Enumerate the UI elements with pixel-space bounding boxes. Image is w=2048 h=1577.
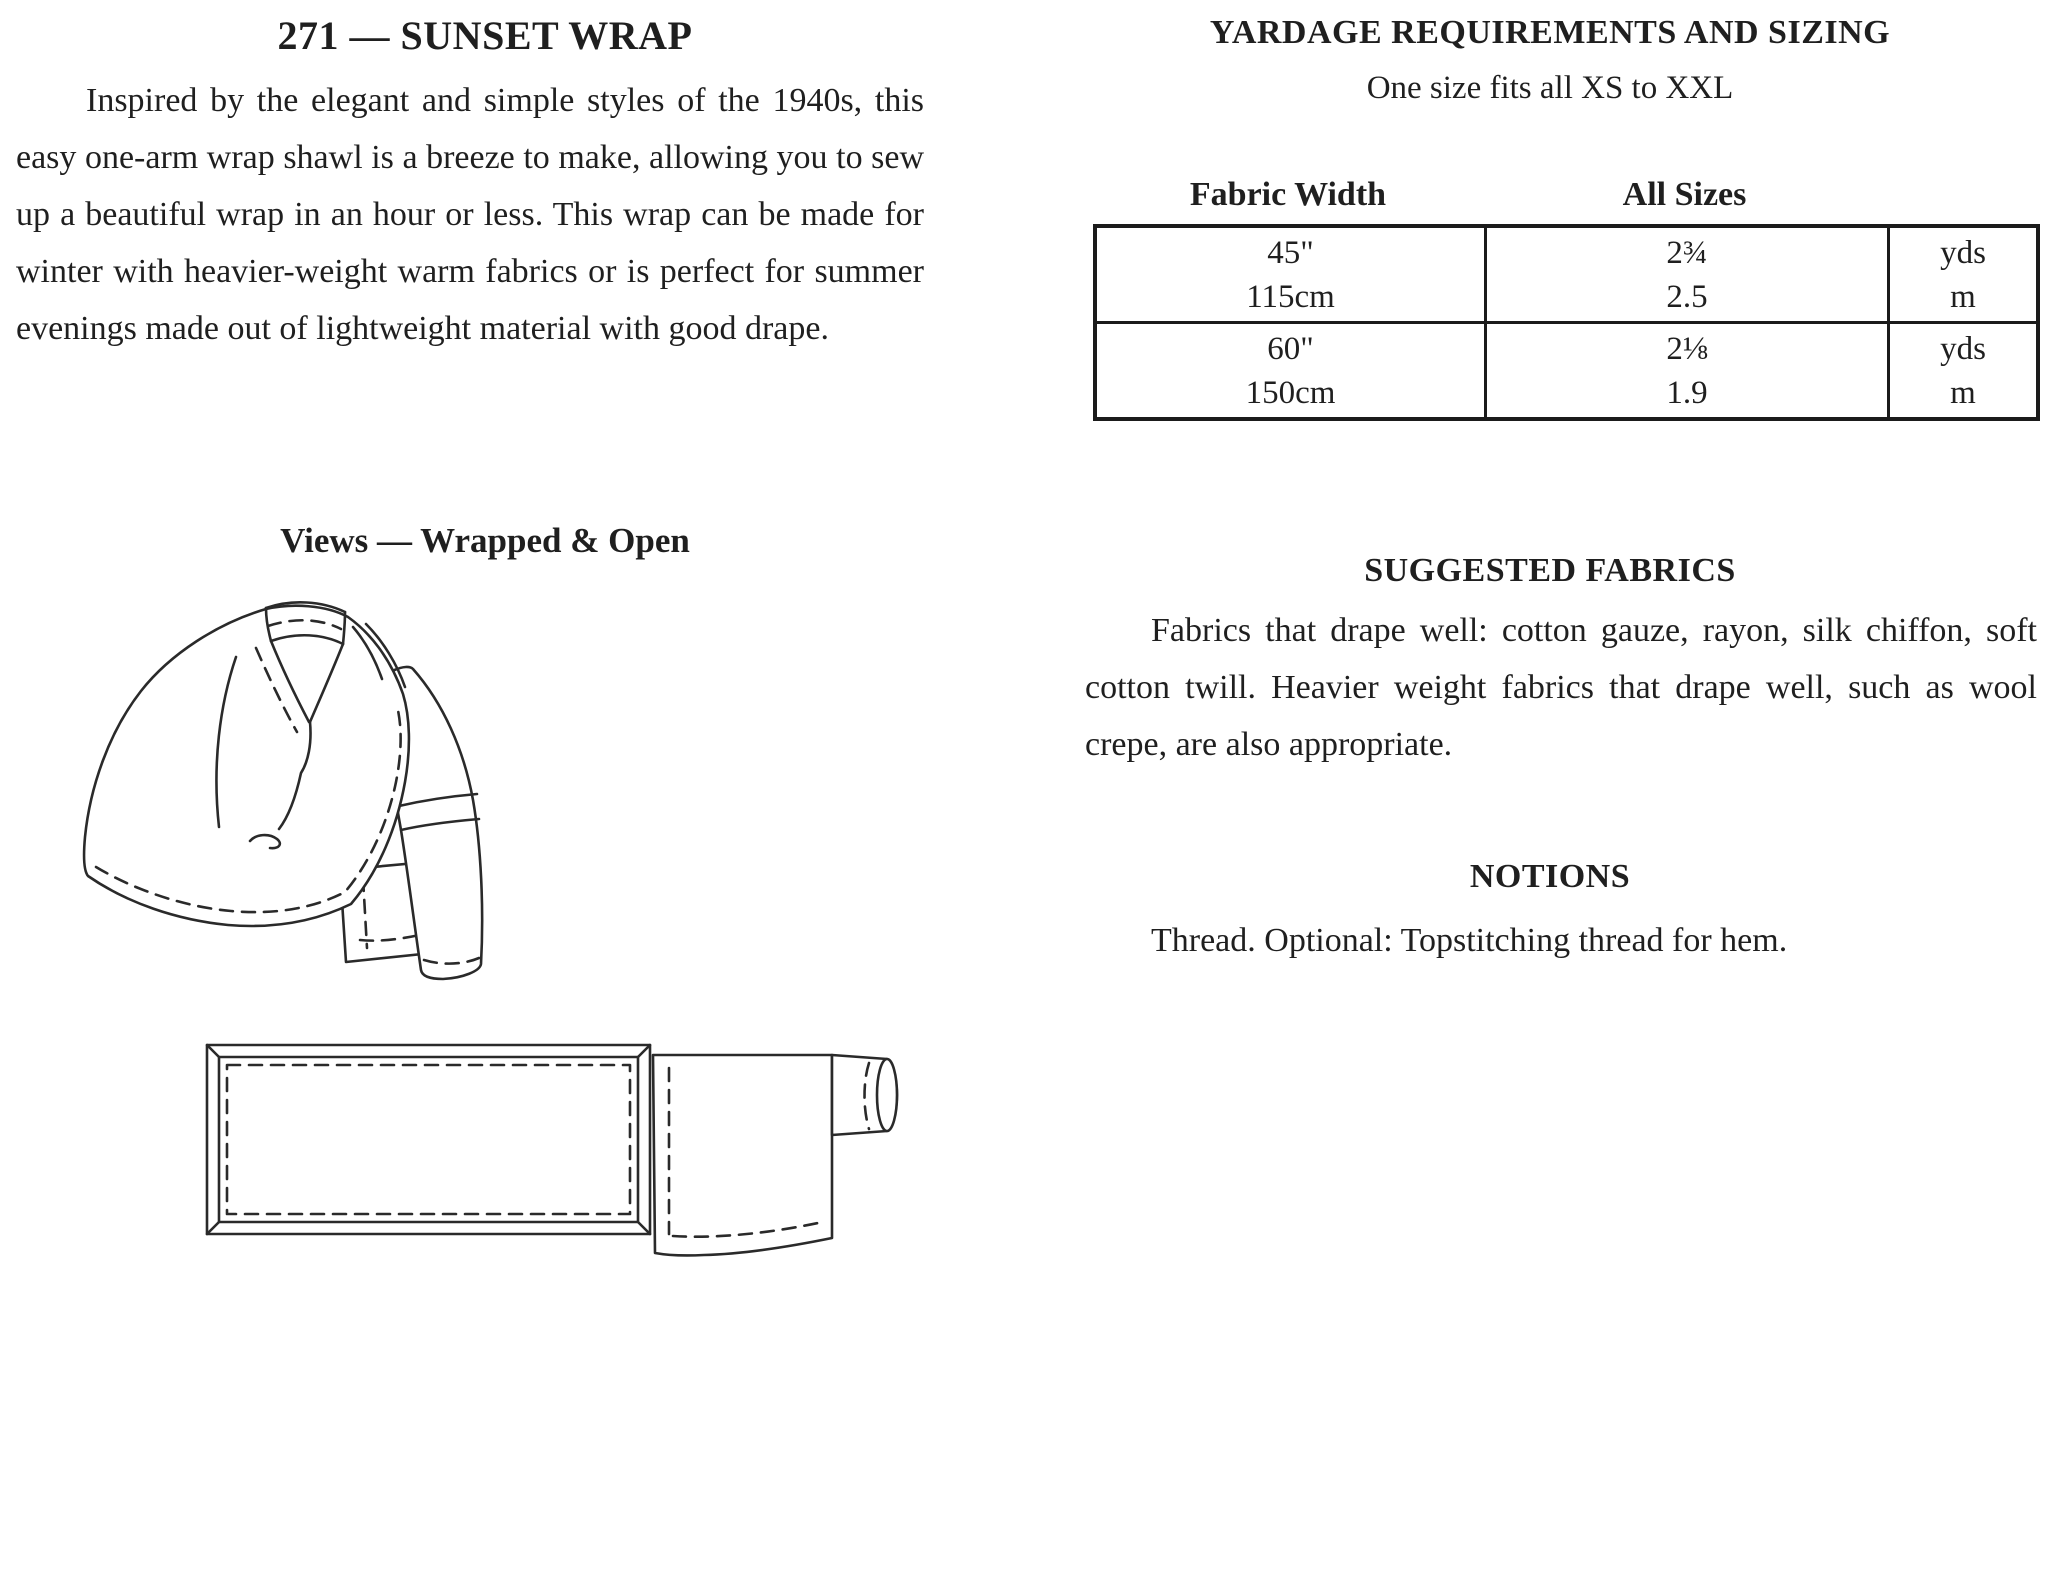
suggested-fabrics-title: SUGGESTED FABRICS [1364, 552, 1736, 589]
views-heading: Views — Wrapped & Open [280, 521, 690, 560]
yardage-table [1093, 224, 2040, 421]
sleeve-tube [832, 1055, 897, 1135]
table-row [1890, 228, 2036, 324]
suggested-fabrics-body: Fabrics that drape well: cotton gauze, rayon, silk chiffon, soft cotton twill. Heavier weight fabrics that drape well, such as wool crepe, are also appropriate. [1085, 612, 2037, 763]
unit-metric: m [1950, 278, 1976, 315]
column-header-fabric-width: Fabric Width [1189, 176, 1387, 213]
open-view-illustration [190, 1032, 930, 1290]
pattern-description: Inspired by the elegant and simple styles of the 1940s, this easy one-arm wrap shawl is a breeze to make, allowing you to sew up a beautiful wrap in an hour or less. This wrap can be made for winter with heavier-weight warm fabrics or is perfect for summer evenings made out of lightweight material with good drape. [16, 82, 924, 347]
unit-imperial: yds [1940, 330, 1986, 367]
end-flap [653, 1055, 832, 1255]
wrapped-view-illustration [60, 578, 560, 1030]
fabric-width-imperial: 60" [1267, 330, 1314, 367]
column-header-units [1886, 176, 2032, 214]
fabric-width-imperial: 45" [1267, 234, 1314, 271]
unit-imperial: yds [1940, 234, 1986, 271]
unit-metric: m [1950, 374, 1976, 411]
table-row [1097, 324, 1487, 417]
sizing-note: One size fits all XS to XXL [1366, 70, 1734, 106]
yardage-section-title: YARDAGE REQUIREMENTS AND SIZING [1209, 14, 1891, 51]
notions-title: NOTIONS [1469, 858, 1631, 895]
yardage-imperial: 2¾ [1666, 234, 1708, 271]
yardage-metric: 2.5 [1666, 278, 1708, 315]
yardage-metric: 1.9 [1666, 374, 1708, 411]
fabric-width-metric: 150cm [1245, 374, 1336, 411]
notions-body: Thread. Optional: Topstitching thread for hem. [1151, 922, 1788, 959]
table-row [1487, 228, 1890, 324]
yardage-imperial: 2⅛ [1666, 330, 1708, 367]
wrap-panel [207, 1045, 650, 1234]
table-row [1487, 324, 1890, 417]
pattern-title: 271 — SUNSET WRAP [277, 13, 693, 58]
yardage-table-headers [1093, 176, 2032, 214]
table-row [1097, 228, 1487, 324]
column-header-all-sizes: All Sizes [1622, 176, 1747, 213]
shawl-body [84, 602, 409, 926]
fabric-width-metric: 115cm [1246, 278, 1335, 315]
table-row [1890, 324, 2036, 417]
